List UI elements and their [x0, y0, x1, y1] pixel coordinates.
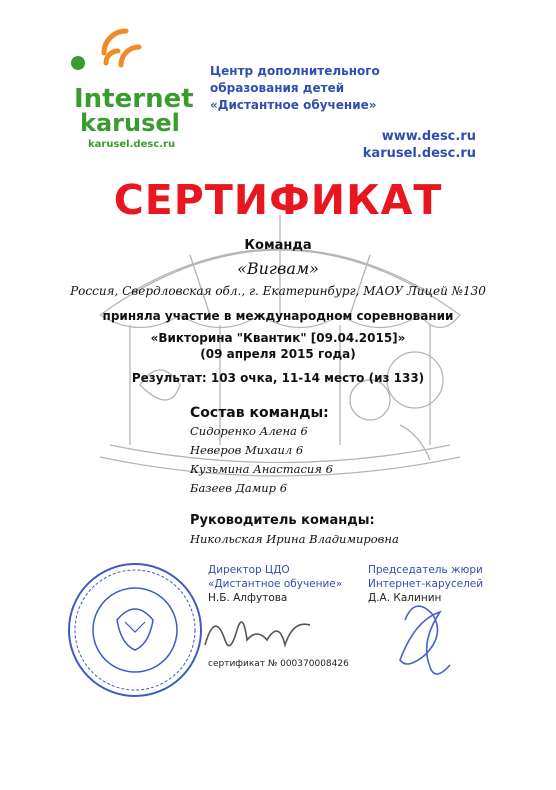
team-location: Россия, Свердловская обл., г. Екатеринбург, МАОУ Лицей №130 — [70, 284, 486, 298]
team-member: Кузьмина Анастасия 6 — [190, 462, 333, 476]
director-signature-block — [208, 563, 342, 605]
organization-name: Центр дополнительного образования детей «Дистантное обучение» — [210, 64, 380, 112]
team-name: «Вигвам» — [237, 259, 319, 278]
director-title-line1: Директор ЦДО — [208, 564, 290, 576]
jury-chair-title-line1: Председатель жюри — [368, 564, 483, 576]
internet-karusel-logo — [66, 25, 206, 155]
website-link-karusel[interactable]: karusel.desc.ru — [362, 146, 476, 161]
svg-text:karusel: karusel — [80, 109, 180, 137]
team-label: Команда — [244, 238, 312, 253]
jury-chair-signature-block — [368, 563, 483, 605]
team-member: Базеев Дамир 6 — [190, 481, 288, 495]
svg-text:Internet: Internet — [74, 84, 194, 114]
leader-heading: Руководитель команды: — [190, 513, 375, 528]
website-link-desc[interactable]: www.desc.ru — [381, 129, 476, 144]
competition-name: «Викторина "Квантик" [09.04.2015]» — [150, 331, 406, 345]
team-member: Сидоренко Алена 6 — [190, 424, 308, 438]
participation-text: приняла участие в международном соревновании — [102, 309, 454, 323]
jury-chair-signature — [385, 595, 475, 680]
website-links — [363, 128, 476, 162]
official-stamp — [65, 560, 205, 700]
certificate-title: СЕРТИФИКАТ — [113, 176, 443, 224]
team-member: Неверов Михаил 6 — [190, 443, 304, 457]
members-heading: Состав команды: — [190, 405, 329, 421]
svg-text:karusel.desc.ru: karusel.desc.ru — [88, 139, 176, 150]
jury-chair-name: Д.А. Калинин — [368, 592, 442, 604]
director-signature — [200, 605, 320, 660]
director-title-line2: «Дистантное обучение» — [208, 578, 343, 590]
jury-chair-title-line2: Интернет-каруселей — [368, 578, 484, 590]
director-name: Н.Б. Алфутова — [208, 592, 288, 604]
competition-date: (09 апреля 2015 года) — [200, 347, 356, 361]
result-text: Результат: 103 очка, 11-14 место (из 133) — [131, 371, 425, 385]
leader-name: Никольская Ирина Владимировна — [190, 532, 399, 546]
certificate-number: сертификат № 000370008426 — [208, 659, 349, 669]
